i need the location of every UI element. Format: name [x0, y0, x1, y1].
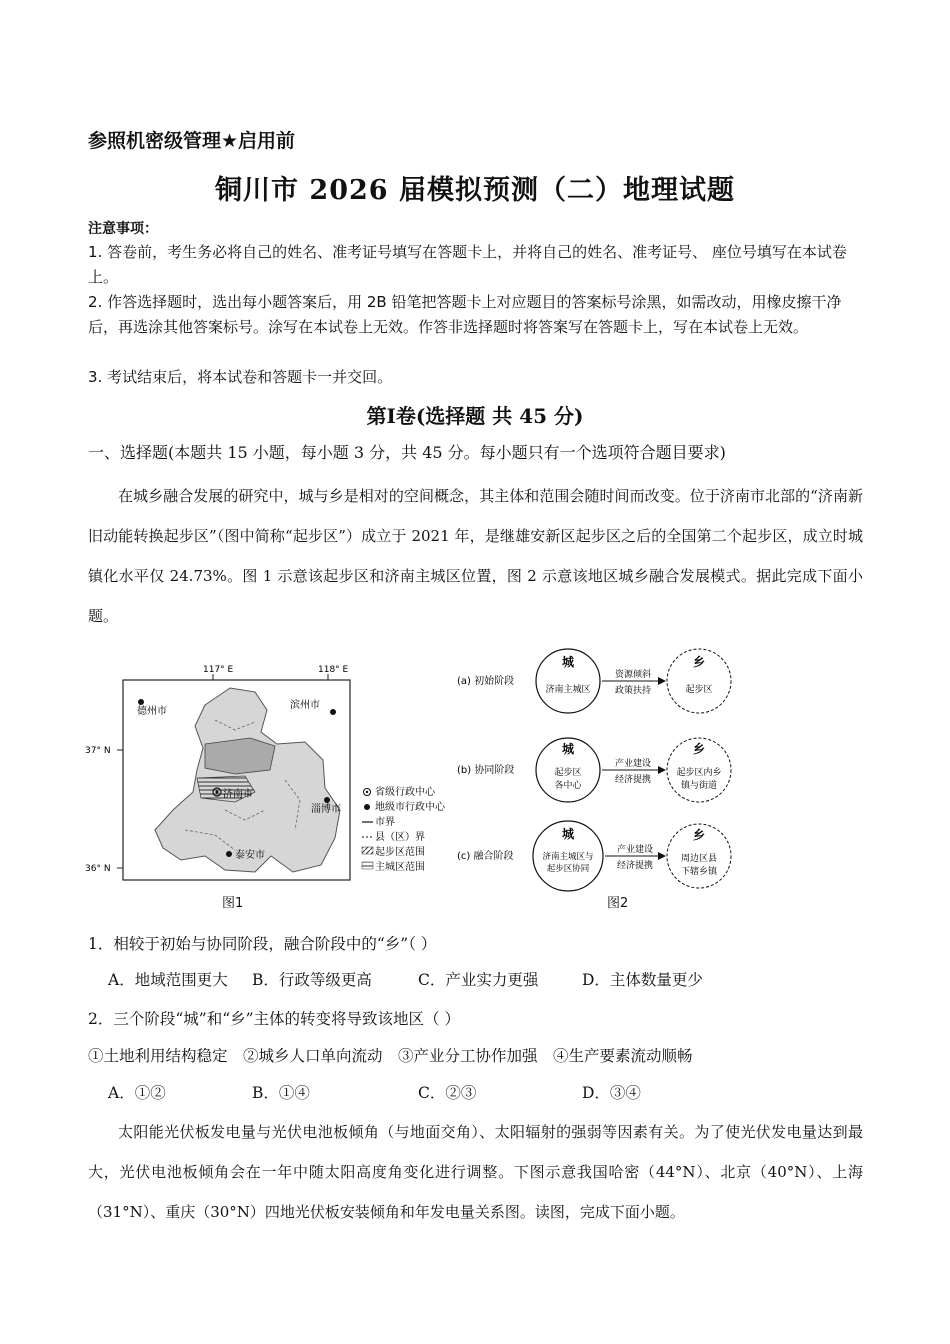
stage-c-rural-text-1: 周边区县 [680, 854, 718, 864]
figure-2-diagram [455, 640, 755, 915]
stage-a-rural-text: 起步区 [685, 685, 713, 695]
q2-statements: ①土地利用结构稳定 ②城乡人口单向流动 ③产业分工协作加强 ④生产要素流动顺畅 [88, 1047, 693, 1065]
city-jinan: 济南市 [223, 789, 253, 800]
stage-c-rural-title: 乡 [692, 828, 706, 842]
stage-b-rural-text-1: 起步区内乡 [676, 768, 722, 778]
stage-b-city-title: 城 [561, 742, 575, 756]
lon-label-117: 117° E [203, 665, 234, 675]
legend-county-boundary: 县（区）界 [375, 832, 425, 843]
q1-stem: 1．相较于初始与协同阶段，融合阶段中的“乡”（ ） [88, 935, 437, 953]
stage-c-label: (c) 融合阶段 [457, 851, 514, 862]
q2-stem: 2．三个阶段“城”和“乡”主体的转变将导致该地区（ ） [88, 1010, 460, 1028]
q2-option-a[interactable]: A．①② [108, 1084, 166, 1102]
figure-2-caption: 图2 [607, 896, 629, 911]
stage-b-arrow-2: 经济提携 [614, 775, 652, 785]
city-taian: 泰安市 [235, 850, 265, 861]
city-binzhou: 滨州市 [290, 700, 320, 711]
stage-c-rural-text-2: 下辖乡镇 [680, 867, 718, 877]
q2-option-b[interactable]: B．①④ [252, 1084, 310, 1102]
city-zibo: 淄博市 [311, 804, 341, 815]
figure-1-caption: 图1 [222, 896, 244, 911]
svg-text:各中心: 各中心 [554, 781, 582, 791]
legend-main-urban: 主城区范围 [375, 862, 425, 873]
stage-a-rural-title: 乡 [692, 655, 706, 669]
q1-option-d[interactable]: D．主体数量更少 [582, 971, 703, 989]
legend-prefecture: 地级市行政中心 [375, 802, 445, 813]
q1-option-b[interactable]: B．行政等级更高 [252, 971, 372, 989]
city-dezhou: 德州市 [137, 706, 167, 717]
q1-option-c[interactable]: C．产业实力更强 [418, 971, 539, 989]
secrecy-label: 参照机密级管理★启用前 [88, 130, 296, 152]
legend-city-boundary: 市界 [375, 817, 395, 828]
svg-text:起步区协同: 起步区协同 [546, 864, 590, 874]
stage-b-label: (b) 协同阶段 [457, 765, 515, 776]
diagram-graphic [455, 640, 755, 915]
svg-text:起步区: 起步区 [554, 768, 582, 778]
stage-a-arrow-2: 政策扶持 [614, 686, 652, 696]
map-graphic [85, 660, 475, 915]
exam-title: 铜川市 2026 届模拟预测（二）地理试题 [215, 175, 735, 206]
part-title: 第Ⅰ卷(选择题 共 45 分) [366, 404, 584, 428]
q1-option-a[interactable]: A．地域范围更大 [108, 971, 228, 989]
section-title: 一、选择题(本题共 15 小题，每小题 3 分，共 45 分。每小题只有一个选项符合题目要求) [88, 443, 726, 462]
stage-a-city-text: 济南主城区 [545, 685, 591, 695]
lat-label-36: 36° N [85, 864, 111, 874]
q2-option-d[interactable]: D．③④ [582, 1084, 641, 1102]
q2-option-c[interactable]: C．②③ [418, 1084, 477, 1102]
stage-c-arrow-2: 经济提携 [616, 861, 654, 871]
lon-label-118: 118° E [318, 665, 349, 675]
figure-1-map [85, 660, 475, 915]
stage-b-rural-text-2: 镇与街道 [680, 781, 718, 791]
notice-item-3: 3. 考试结束后，将本试卷和答题卡一并交回。 [88, 368, 393, 386]
legend-provincial: 省级行政中心 [375, 787, 435, 798]
svg-text:济南主城区与: 济南主城区与 [542, 852, 594, 862]
stage-a-city-title: 城 [561, 655, 575, 669]
stage-c-arrow-1: 产业建设 [616, 845, 654, 855]
stage-b-arrow-1: 产业建设 [614, 759, 652, 769]
notice-item-2: 2. 作答选择题时，选出每小题答案后，用 2B 铅笔把答题卡上对应题目的答案标号涂黑，如需改动，用橡皮擦干净后，再选涂其他答案标号。涂写在本试卷上无效。作答非选择题时将答案写在答题卡上，写在本试卷上无效。 [88, 293, 842, 336]
passage-1: 在城乡融合发展的研究中，城与乡是相对的空间概念，其主体和范围会随时间而改变。位于济南市北部的“济南新旧动能转换起步区”（图中简称“起步区”）成立于 2021 年，是继雄安新区起步区之后的全国第二个起步区，成立时城镇化水平仅 24.73%。图 1 示意该起步区和济南主城区位置，图 2 示意该地区城乡融合发展模式。据此完成下面小题。 [88, 487, 863, 625]
stage-c-city-title: 城 [561, 827, 575, 841]
stage-a-label: (a) 初始阶段 [457, 676, 515, 687]
stage-a-arrow-1: 资源倾斜 [614, 670, 652, 680]
legend-startup-area: 起步区范围 [375, 847, 425, 858]
notice-item-1: 1. 答卷前，考生务必将自己的姓名、准考证号填写在答题卡上，并将自己的姓名、准考证号、 座位号填写在本试卷上。 [88, 243, 847, 286]
notice-heading: 注意事项： [88, 221, 158, 237]
lat-label-37: 37° N [85, 746, 111, 756]
stage-b-rural-title: 乡 [692, 742, 706, 756]
passage-2: 太阳能光伏板发电量与光伏电池板倾角（与地面交角）、太阳辐射的强弱等因素有关。为了使光伏发电量达到最大，光伏电池板倾角会在一年中随太阳高度角变化进行调整。下图示意我国哈密（44°N）、北京（40°N）、上海（31°N）、重庆（30°N）四地光伏板安装倾角和年发电量关系图。读图，完成下面小题。 [88, 1123, 863, 1221]
